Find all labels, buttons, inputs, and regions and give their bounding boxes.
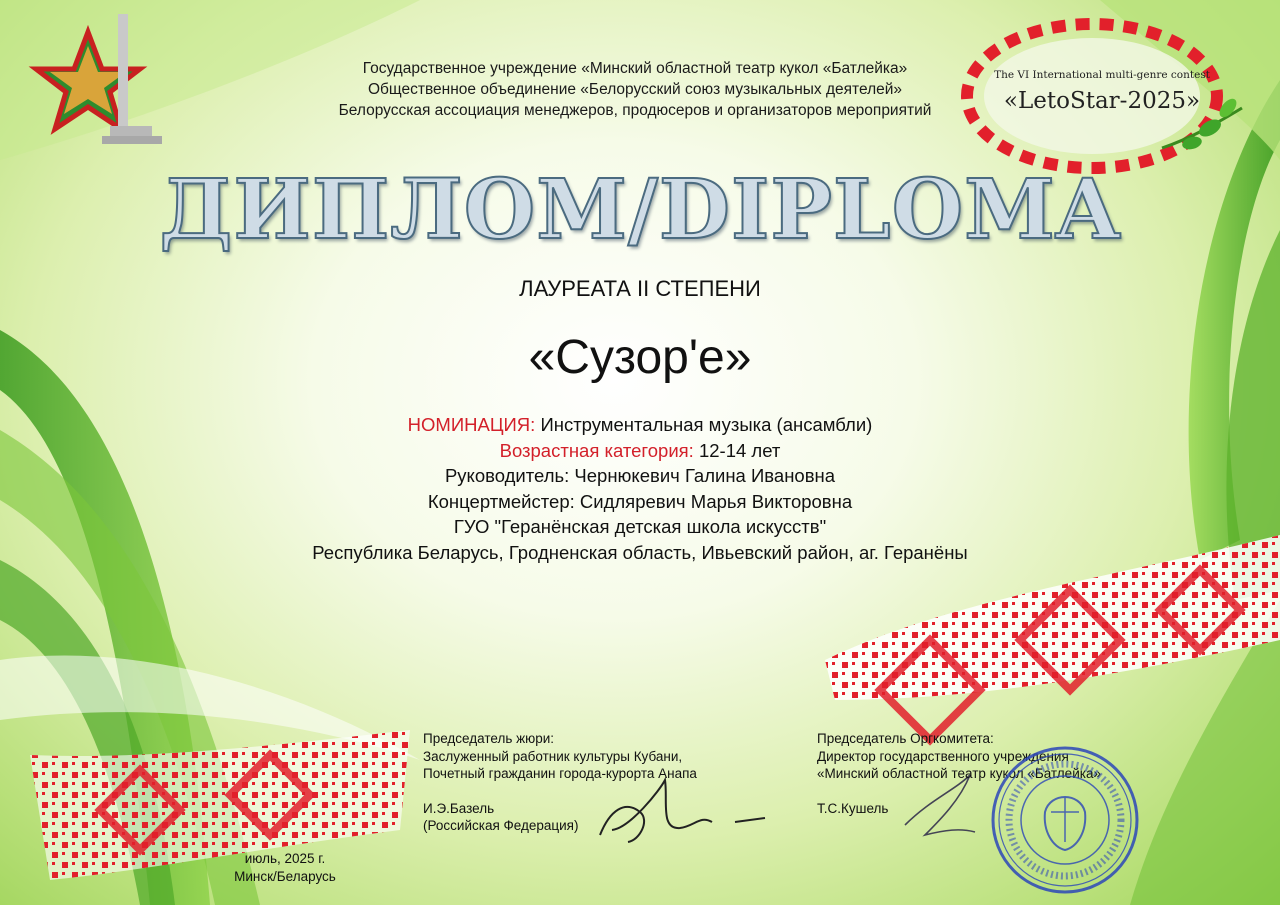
nomination-label: НОМИНАЦИЯ: (407, 414, 536, 435)
issue-date: июль, 2025 г. (244, 851, 326, 866)
orgcommittee-chair-title: Председатель Оргкомитета: (817, 731, 994, 746)
age-category-value: 12-14 лет (698, 439, 781, 461)
jury-chair-honor-1: Заслуженный работник культуры Кубани, (423, 748, 683, 764)
accompanist-line: Концертмейстер: Сидляревич Марья Викторовна (427, 490, 853, 512)
location-line: Республика Беларусь, Гродненская область, Ивьевский район, аг. Геранёны (312, 541, 968, 563)
age-category-label: Возрастная категория: (499, 439, 694, 461)
contest-logo-subtitle: The VI International multi-genre contest (994, 69, 1210, 81)
issue-place: Минск/Беларусь (234, 868, 336, 884)
contest-logo-title: «LetoStar-2025» (1003, 88, 1201, 114)
school-line: ГУО "Геранёнская детская школа искусств" (453, 516, 827, 537)
official-stamp-icon (985, 742, 1145, 897)
jury-chair-name: И.Э.Базель (423, 800, 495, 816)
nomination-value: Инструментальная музыка (ансамбли) (540, 414, 873, 435)
nomination-line (0, 412, 1280, 438)
contest-logo (952, 8, 1252, 180)
leader-line: Руководитель: Чернюкевич Галина Ивановна (444, 465, 836, 486)
orgcommittee-chair-name: Т.С.Кушель (817, 800, 889, 816)
age-category-line (0, 438, 1280, 464)
jury-chair-honor-2: Почетный гражданин города-курорта Анапа (423, 766, 697, 781)
diploma-title: ДИПЛОМ/DIPLOMA (159, 162, 1121, 258)
awardee-name: «Сузор'е» (528, 331, 752, 384)
orgcommittee-chair-position: Директор государственного учреждения (817, 748, 1069, 764)
jury-chair-block (423, 730, 697, 835)
organizers-header (300, 58, 970, 121)
jury-chair-title: Председатель жюри: (423, 731, 555, 746)
laureate-degree: ЛАУРЕАТА II СТЕПЕНИ (519, 276, 761, 301)
issue-date-place (200, 850, 370, 885)
award-details (0, 412, 1280, 565)
organizer-line-3: Белорусская ассоциация менеджеров, продюсеров и организаторов мероприятий (338, 102, 932, 119)
organizer-line-1: Государственное учреждение «Минский областной театр кукол «Батлейка» (362, 60, 908, 77)
organizer-line-2: Общественное объединение «Белорусский союз музыкальных деятелей» (367, 81, 903, 98)
jury-chair-country: (Российская Федерация) (423, 818, 579, 833)
victory-star-emblem (18, 14, 178, 149)
orgcommittee-chair-org: «Минский областной театр кукол «Батлейка» (817, 766, 1101, 781)
